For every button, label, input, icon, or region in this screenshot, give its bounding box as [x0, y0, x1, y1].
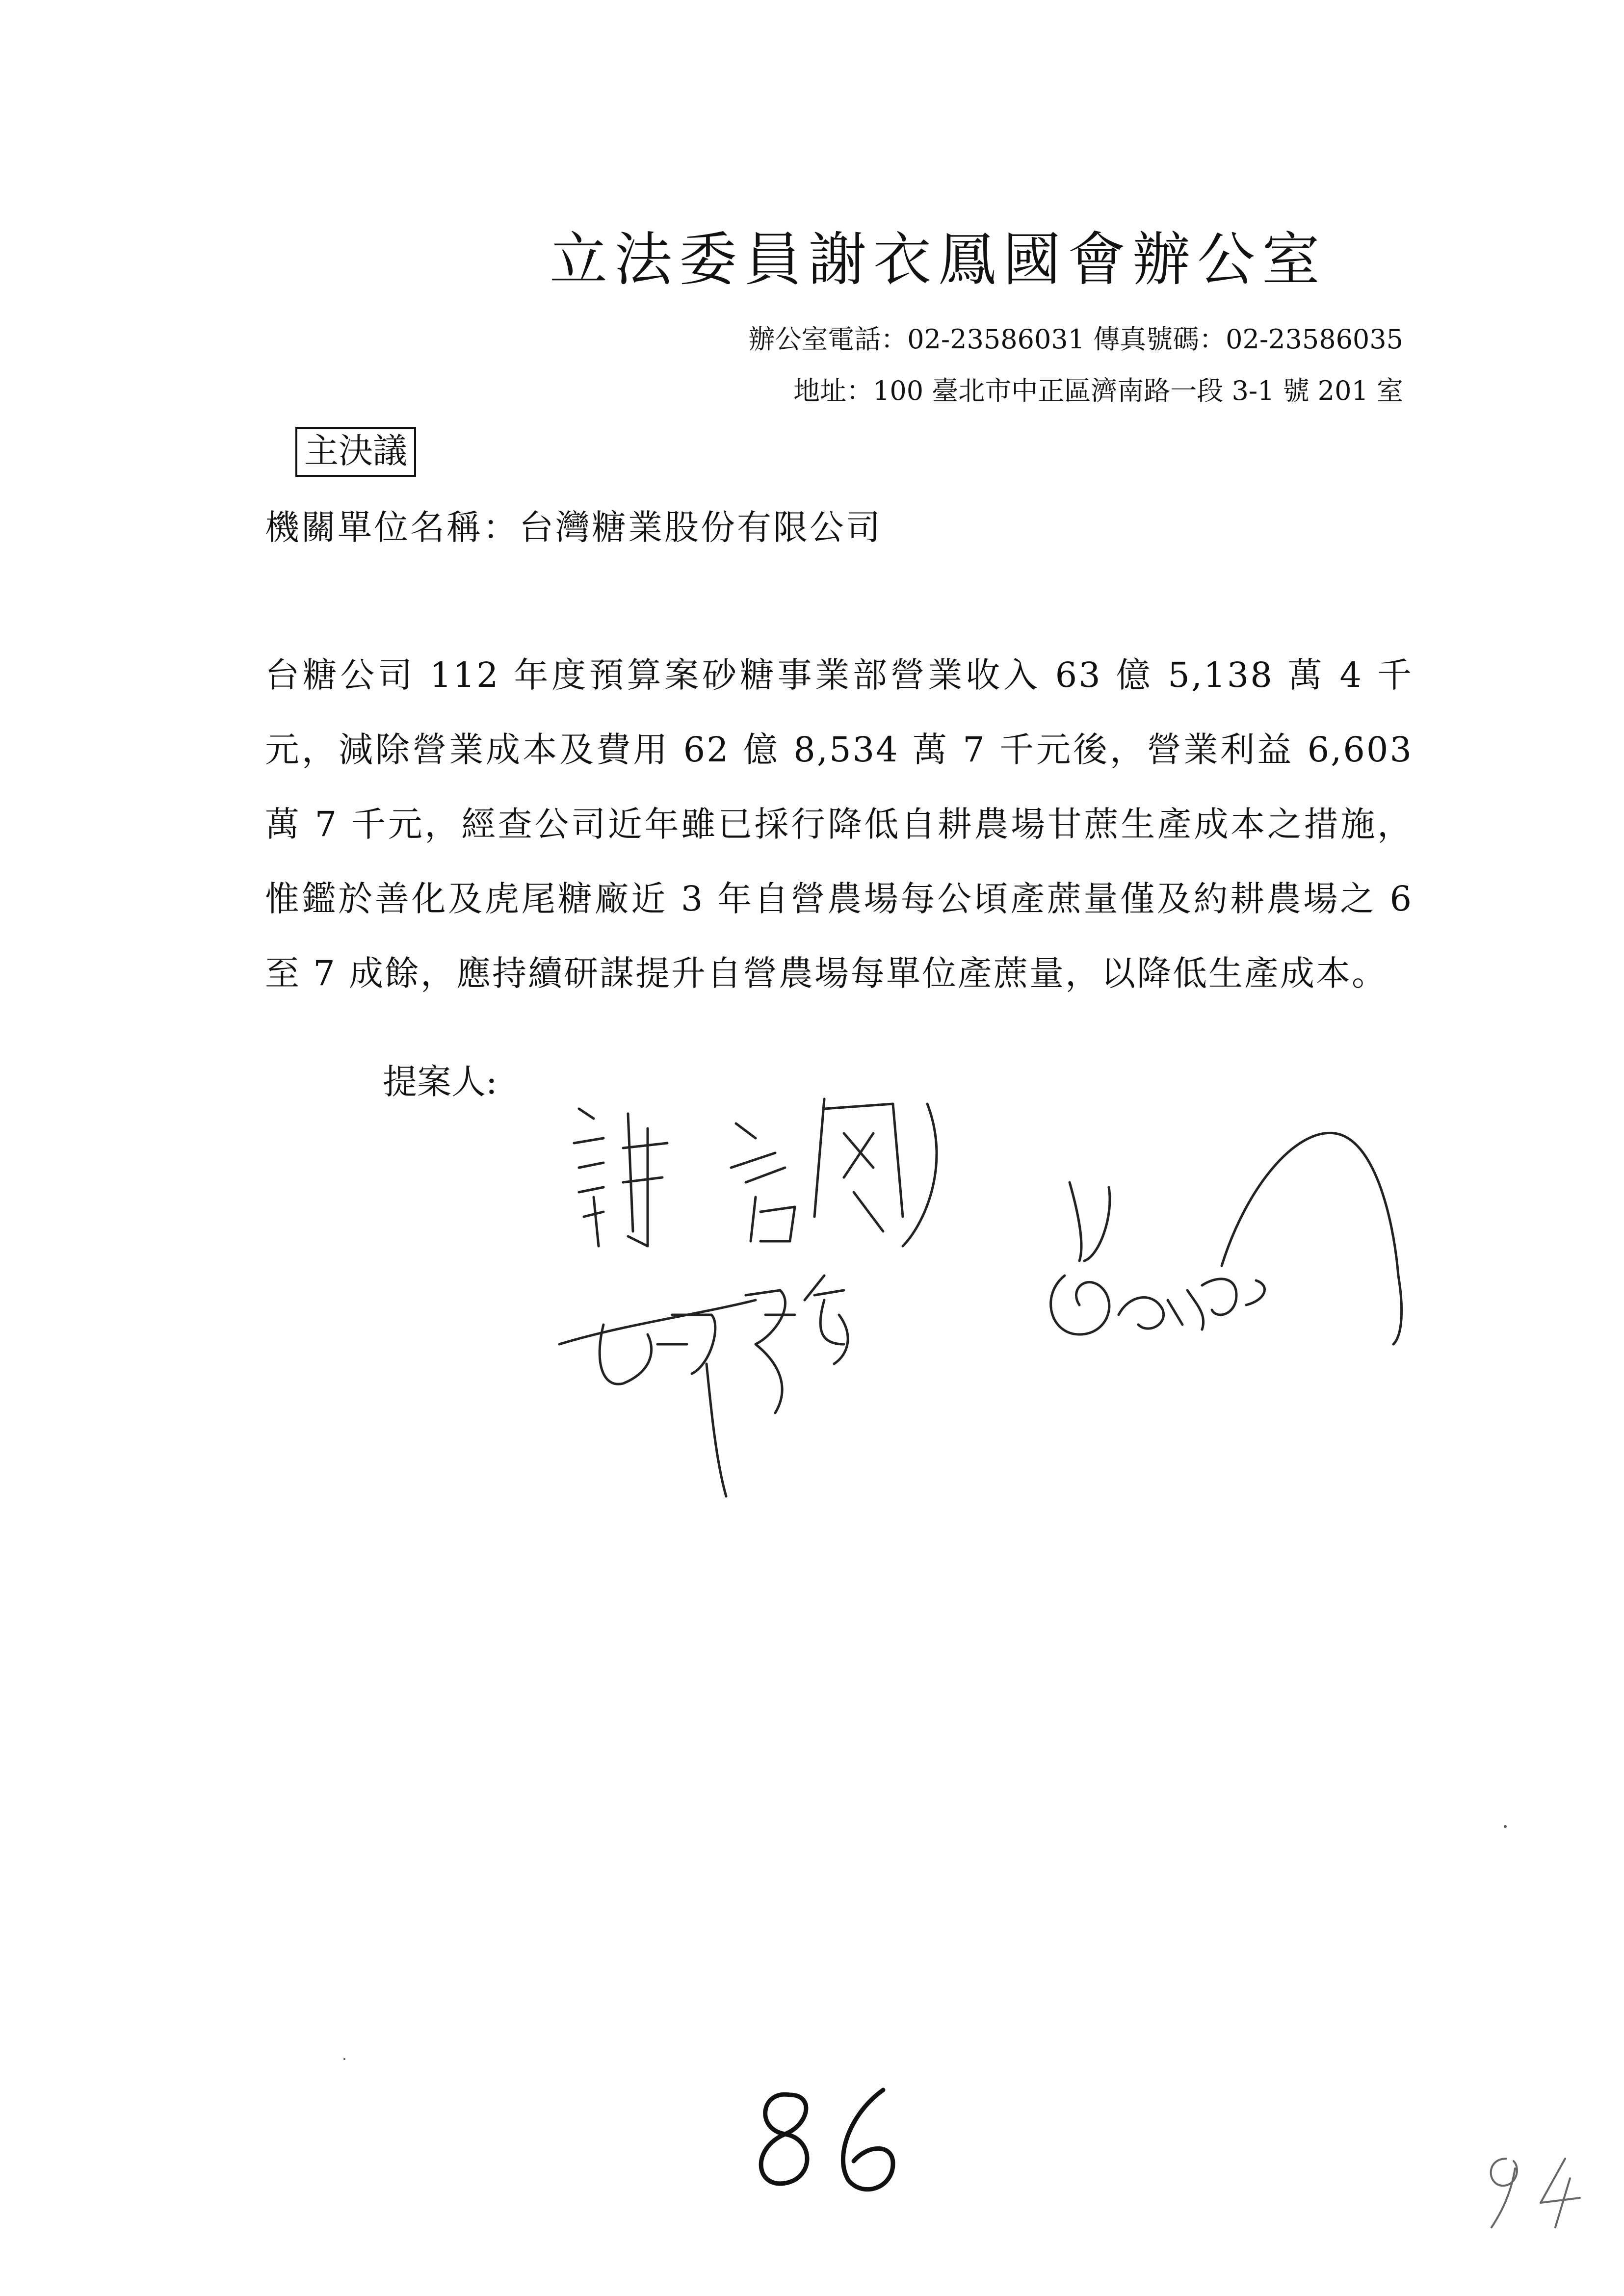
office-address: 地址：100 臺北市中正區濟南路一段 3-1 號 201 室	[793, 375, 1403, 406]
office-title: 立法委員謝衣鳳國會辦公室	[550, 226, 1327, 293]
handwritten-stamp-number	[1472, 2149, 1599, 2232]
proposer-label: 提案人:	[383, 1062, 498, 1102]
office-phone-fax: 辦公室電話：02-23586031 傳真號碼：02-23586035	[748, 324, 1403, 355]
scan-speck	[1504, 1825, 1507, 1828]
resolution-body: 台糖公司 112 年度預算案砂糖事業部營業收入 63 億 5,138 萬 4 千元，減除營業成本及費用 62 億 8,534 萬 7 千元後，營業利益 6,603 萬 7 千元，經查公司近年雖已採行降低自耕農場甘蔗生產成本之措施，惟鑑於善化及虎尾糖廠近 3 年自營農場每公頃產蔗量僅及約耕農場之 6 至 7 成餘，應持續研謀提升自營農場每單位產蔗量，以降低生產成本。	[265, 655, 1413, 993]
handwritten-page-number	[731, 2075, 927, 2203]
agency-name-line: 機關單位名稱：台灣糖業股份有限公司	[265, 507, 882, 548]
signature-3	[1051, 1133, 1402, 1344]
handwritten-signatures	[550, 1070, 1433, 1536]
resolution-type-label: 主決議	[295, 427, 416, 477]
signature-2	[559, 1276, 848, 1496]
scan-speck	[343, 2058, 345, 2060]
signature-1	[574, 1099, 937, 1246]
